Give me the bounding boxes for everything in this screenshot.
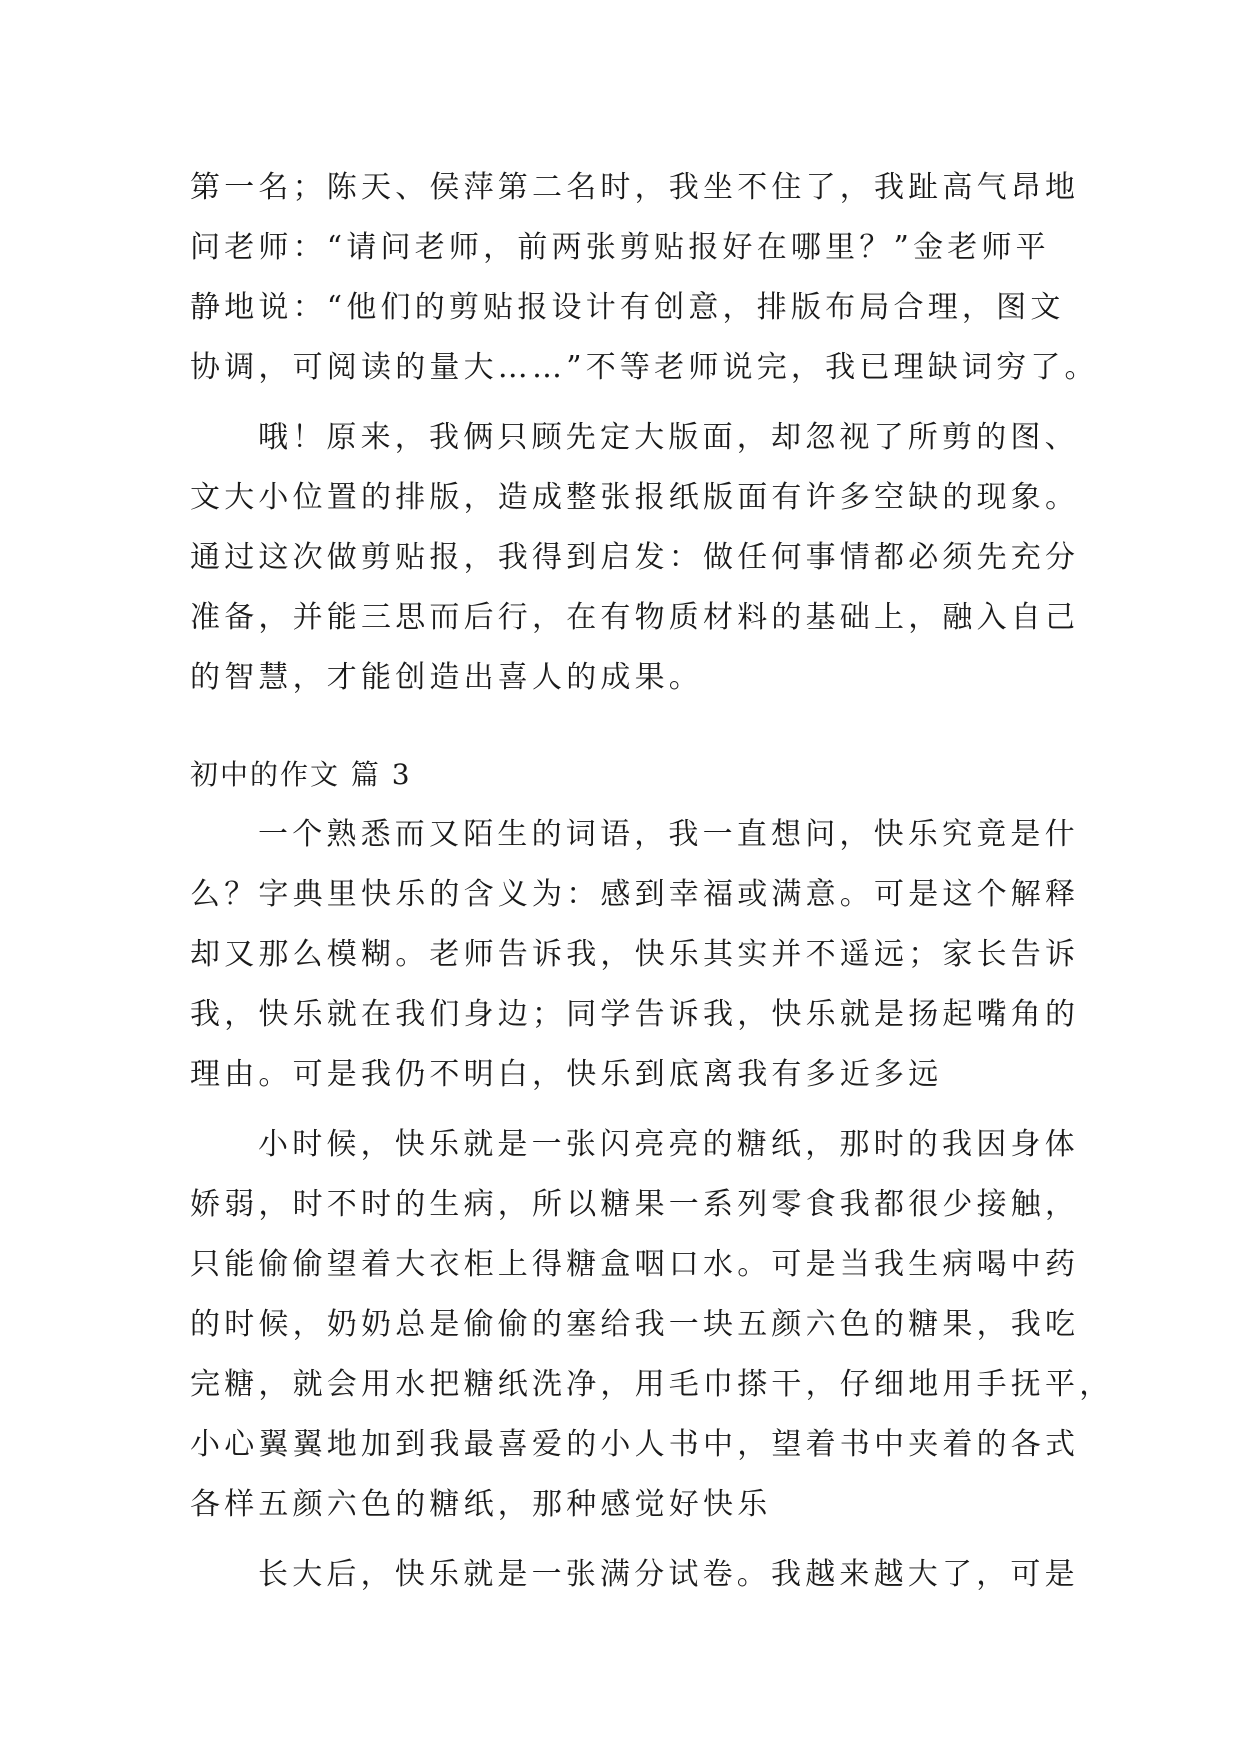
paragraph-line: 问老师：“请问老师，前两张剪贴报好在哪里？”金老师平 (190, 230, 1050, 265)
paragraph-line: 哦！原来，我俩只顾先定大版面，却忽视了所剪的图、 (258, 420, 1079, 455)
paragraph-line: 各样五颜六色的糖纸，那种感觉好快乐 (190, 1487, 772, 1522)
paragraph-line: 静地说：“他们的剪贴报设计有创意，排版布局合理，图文 (190, 290, 1065, 325)
paragraph-line: 文大小位置的排版，造成整张报纸版面有许多空缺的现象。 (190, 480, 1080, 515)
paragraph-line: 小心翼翼地加到我最喜爱的小人书中，望着书中夹着的各式 (190, 1427, 1080, 1462)
paragraph-line: 么？字典里快乐的含义为：感到幸福或满意。可是这个解释 (190, 877, 1080, 912)
paragraph-line: 协调，可阅读的量大……”不等老师说完，我已理缺词穷了。 (190, 350, 1099, 385)
paragraph-line: 长大后，快乐就是一张满分试卷。我越来越大了，可是 (258, 1557, 1079, 1592)
paragraph-line: 只能偷偷望着大衣柜上得糖盒咽口水。可是当我生病喝中药 (190, 1247, 1080, 1282)
paragraph-line: 却又那么模糊。老师告诉我，快乐其实并不遥远；家长告诉 (190, 937, 1080, 972)
paragraph-line: 第一名；陈天、侯萍第二名时，我坐不住了，我趾高气昂地 (190, 170, 1080, 205)
paragraph-line: 我，快乐就在我们身边；同学告诉我，快乐就是扬起嘴角的 (190, 997, 1080, 1032)
paragraph-line: 的时候，奶奶总是偷偷的塞给我一块五颜六色的糖果，我吃 (190, 1307, 1080, 1342)
paragraph-line: 一个熟悉而又陌生的词语，我一直想问，快乐究竟是什 (258, 817, 1079, 852)
section-heading: 初中的作文 篇 3 (190, 758, 412, 791)
paragraph-line: 娇弱，时不时的生病，所以糖果一系列零食我都很少接触， (190, 1187, 1080, 1222)
paragraph-line: 通过这次做剪贴报，我得到启发：做任何事情都必须先充分 (190, 540, 1080, 575)
paragraph-line: 完糖，就会用水把糖纸洗净，用毛巾搽干，仔细地用手抚平， (190, 1367, 1114, 1402)
paragraph-line: 准备，并能三思而后行，在有物质材料的基础上，融入自己 (190, 600, 1080, 635)
paragraph-line: 小时候，快乐就是一张闪亮亮的糖纸，那时的我因身体 (258, 1127, 1079, 1162)
paragraph-line: 的智慧，才能创造出喜人的成果。 (190, 660, 703, 695)
paragraph-line: 理由。可是我仍不明白，快乐到底离我有多近多远 (190, 1057, 943, 1092)
